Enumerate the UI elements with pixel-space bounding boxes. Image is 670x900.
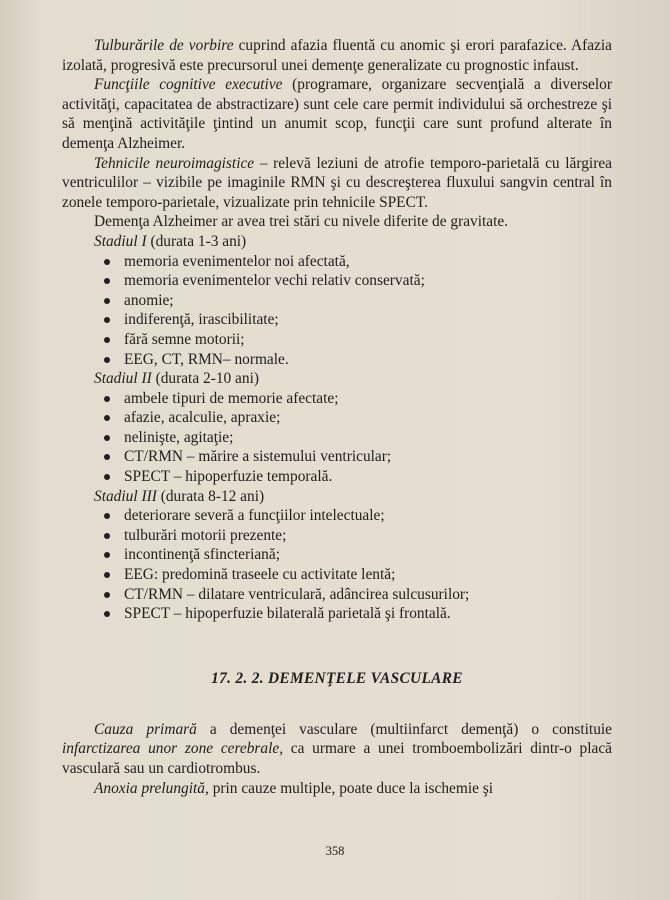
paragraph-text: cuprind afazia fluentă cu anomic şi erori parafazice. Afazia izolată, progresivă este precursorul unei demenţe generalizate cu prognostic infaust.: [62, 37, 612, 74]
term: Cauza primară: [94, 720, 197, 738]
paragraph-text: , prin cauze multiple, poate duce la ischemie şi: [205, 779, 494, 797]
stage-name: Stadiul III: [94, 487, 157, 505]
list-item: incontinenţă sfincteriană;: [102, 545, 612, 565]
list-item: CT/RMN – mărire a sistemului ventricular;: [102, 447, 612, 467]
list-item: ambele tipuri de memorie afectate;: [102, 389, 612, 409]
list-item: EEG: predomină traseele cu activitate lentă;: [102, 565, 612, 585]
stage-3-list: [62, 506, 612, 624]
paragraph-speech-disorders: [62, 36, 612, 75]
paragraph-neuroimaging: [62, 154, 612, 213]
list-item: nelinişte, agitaţie;: [102, 428, 612, 448]
list-item: CT/RMN – dilatare ventriculară, adâncirea sulcusurilor;: [102, 585, 612, 605]
list-item: tulburări motorii prezente;: [102, 526, 612, 546]
stage-2-list: [62, 389, 612, 487]
list-item: memoria evenimentelor noi afectată,: [102, 252, 612, 272]
term: Tehnicile neuroimagistice: [94, 154, 255, 172]
list-item: fără semne motorii;: [102, 330, 612, 350]
list-item: indiferenţă, irascibilitate;: [102, 310, 612, 330]
paragraph-anoxia: [62, 779, 612, 799]
list-item: memoria evenimentelor vechi relativ conservată;: [102, 271, 612, 291]
paragraph-text: , ca urmare a unei tromboembolizări dintr-o placă vasculară sau un cardiotrombus.: [62, 740, 612, 777]
list-item: anomie;: [102, 291, 612, 311]
paragraph-executive-functions: [62, 75, 612, 153]
stage-label: [94, 487, 612, 507]
paragraph-text: a demenţei vasculare (multiinfarct demenţă) o constituie: [196, 720, 612, 738]
stage-duration: (durata 8-12 ani): [156, 487, 265, 505]
stage-label: [94, 369, 612, 389]
paragraph-primary-cause: [62, 720, 612, 779]
stage-label: [94, 232, 612, 252]
page-number: 358: [325, 844, 345, 858]
term: Funcţiile cognitive executive: [94, 76, 283, 94]
stage-duration: (durata 1-3 ani): [146, 232, 247, 250]
stage-name: Stadiul II: [94, 370, 152, 388]
term: Tulburările de vorbire: [94, 37, 234, 54]
paragraph-summary: Demenţa Alzheimer ar avea trei stări cu nivele diferite de gravitate.: [94, 213, 509, 231]
term: Anoxia prelungită: [94, 779, 205, 797]
term: infarctizarea unor zone cerebrale: [62, 740, 280, 758]
list-item: deteriorare severă a funcţiilor intelectuale;: [102, 506, 612, 526]
list-item: EEG, CT, RMN– normale.: [102, 350, 612, 370]
section-heading: 17. 2. 2. DEMENŢELE VASCULARE: [211, 669, 463, 687]
paragraph-text: – relevă leziuni de atrofie temporo-parietală cu lărgirea ventriculilor – vizibile pe imaginile RMN şi cu descreşterea fluxului sangvin central în zonele temporo-parietale, vizualizate prin tehnicile SPECT.: [62, 154, 612, 211]
stage-name: Stadiul I: [94, 232, 147, 250]
paragraph-text: (programare, organizare secvenţială a diverselor activităţi, capacitatea de abstractizare) sunt cele care permit individului să orchestreze şi să menţină activităţile ţintind un anumit scop, funcţii care sunt profund alterate în demenţa Alzheimer.: [62, 76, 612, 152]
list-item: SPECT – hipoperfuzie bilaterală parietală şi frontală.: [102, 604, 612, 624]
stage-duration: (durata 2-10 ani): [151, 370, 259, 388]
stage-1-list: [62, 252, 612, 370]
list-item: SPECT – hipoperfuzie temporală.: [102, 467, 612, 487]
list-item: afazie, acalculie, apraxie;: [102, 408, 612, 428]
